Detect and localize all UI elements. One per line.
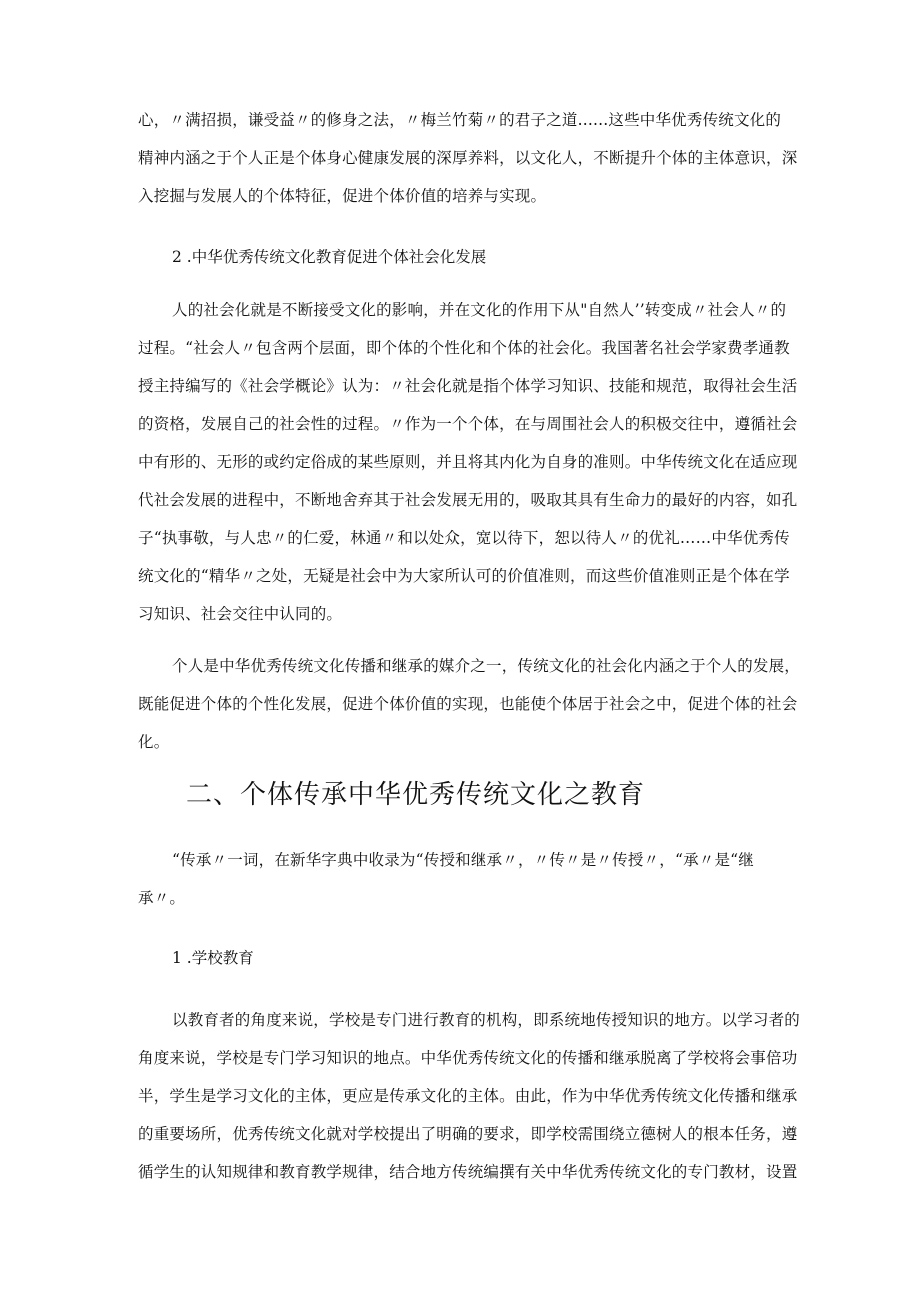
paragraph-3-line-1: 个人是中华优秀传统文化传播和继承的媒介之一，传统文化的社会化内涵之于个人的发展， bbox=[172, 657, 801, 675]
paragraph-2-line-1: 人的社会化就是不断接受文化的影响，并在文化的作用下从"自然人’’转变成〃社会人〃的 bbox=[172, 301, 787, 319]
paragraph-5-line-4: 的重要场所，优秀传统文化就对学校提出了明确的要求，即学校需围绕立德树人的根本任务，遵 bbox=[138, 1125, 798, 1143]
subheading-2: 2 .中华优秀传统文化教育促进个体社会化发展 bbox=[172, 248, 487, 266]
paragraph-2-line-5: 中有形的、无形的或约定俗成的某些原则，并且将其内化为自身的准则。中华传统文化在适应现 bbox=[138, 453, 798, 471]
paragraph-3-line-2: 既能促进个体的个性化发展，促进个体价值的实现，也能使个体居于社会之中，促进个体的社会 bbox=[138, 695, 798, 713]
paragraph-5-line-3: 半，学生是学习文化的主体，更应是传承文化的主体。由此，作为中华优秀传统文化传播和继承 bbox=[138, 1087, 798, 1105]
paragraph-3-line-3: 化。 bbox=[138, 733, 170, 751]
paragraph-2-line-3: 授主持编写的《社会学概论》认为：〃社会化就是指个体学习知识、技能和规范，取得社会生活 bbox=[138, 377, 798, 395]
paragraph-2-line-7: 子“执事敬，与人忠〃的仁爱，林通〃和以处众，宽以待下，恕以待人〃的优礼……中华优秀传 bbox=[138, 529, 790, 547]
paragraph-2-line-4: 的资格，发展自己的社会性的过程。〃作为一个个体，在与周围社会人的积极交往中，遵循社会 bbox=[138, 415, 798, 433]
paragraph-5-line-2: 角度来说，学校是专门学习知识的地点。中华优秀传统文化的传播和继承脱离了学校将会事倍功 bbox=[138, 1049, 798, 1067]
paragraph-5-line-5: 循学生的认知规律和教育教学规律，结合地方传统编撰有关中华优秀传统文化的专门教材，设置 bbox=[138, 1163, 798, 1181]
paragraph-1-line-2: 精神内涵之于个人正是个体身心健康发展的深厚养料，以文化人，不断提升个体的主体意识，深 bbox=[138, 149, 798, 167]
subheading-1: 1 .学校教育 bbox=[172, 949, 254, 967]
paragraph-2-line-9: 习知识、社会交往中认同的。 bbox=[138, 605, 343, 623]
paragraph-2-line-8: 统文化的“精华〃之处，无疑是社会中为大家所认可的价值准则，而这些价值准则正是个体在学 bbox=[138, 567, 790, 585]
paragraph-2-line-6: 代社会发展的进程中，不断地舍弃其于社会发展无用的，吸取其具有生命力的最好的内容，如孔 bbox=[138, 491, 798, 509]
paragraph-1-line-3: 入挖掘与发展人的个体特征，促进个体价值的培养与实现。 bbox=[138, 187, 547, 205]
paragraph-5-line-1: 以教育者的角度来说，学校是专门进行教育的机构，即系统地传授知识的地方。以学习者的 bbox=[172, 1011, 801, 1029]
paragraph-4-line-1: “传承〃一词，在新华字典中收录为“传授和继承〃，〃传〃是〃传授〃，“承〃是“继 bbox=[172, 851, 754, 869]
section-heading: 二、个体传承中华优秀传统文化之教育 bbox=[186, 780, 646, 810]
paragraph-2-line-2: 过程。“社会人〃包含两个层面，即个体的个性化和个体的社会化。我国著名社会学家费孝通教 bbox=[138, 339, 790, 357]
paragraph-1-line-1: 心，〃满招损，谦受益〃的修身之法，〃梅兰竹菊〃的君子之道......这些中华优秀传统文化的 bbox=[138, 111, 782, 129]
paragraph-4-line-2: 承〃。 bbox=[138, 889, 186, 907]
